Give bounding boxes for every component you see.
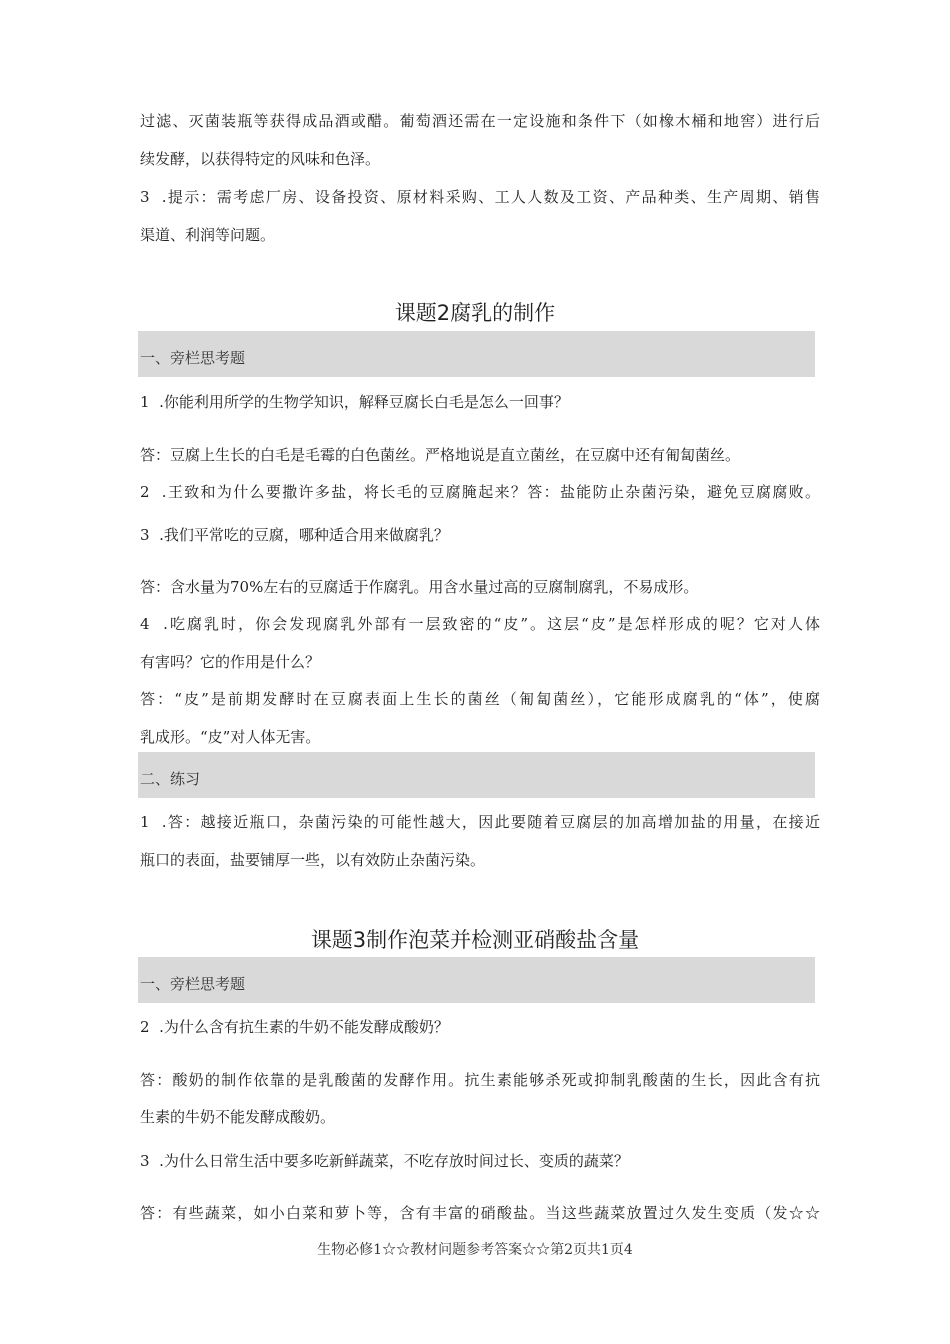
page-footer: 生物必修1☆☆教材问题参考答案☆☆第2页共1页4	[317, 1242, 633, 1258]
topic-2-question-1: 1 .你能利用所学的生物学知识，解释豆腐长白毛是怎么一回事？	[140, 393, 569, 411]
topic-2-question-3: 3 .我们平常吃的豆腐，哪种适合用来做腐乳？	[140, 526, 449, 544]
topic-2-section-1-label: 一、旁栏思考题	[140, 349, 246, 367]
topic-2-exercise-1-line-1: 1 .答：越接近瓶口，杂菌污染的可能性越大，因此要随着豆腐层的加高增加盐的用量，在接近	[140, 813, 820, 831]
topic-2-exercise-1-line-2: 瓶口的表面，盐要铺厚一些，以有效防止杂菌污染。	[140, 851, 486, 869]
topic-2-title: 课题2腐乳的制作	[394, 301, 556, 325]
topic-2-section-2-label: 二、练习	[140, 770, 201, 788]
topic-3-question-2: 2 .为什么含有抗生素的牛奶不能发酵成酸奶？	[140, 1018, 449, 1036]
topic-2-answer-1: 答：豆腐上生长的白毛是毛霉的白色菌丝。严格地说是直立菌丝，在豆腐中还有匍匐菌丝。	[140, 446, 741, 464]
topic-2-answer-4-line-1: 答：“皮”是前期发酵时在豆腐表面上生长的菌丝（匍匐菌丝），它能形成腐乳的“体”，使腐	[140, 690, 820, 708]
topic-2-question-2: 2 .王致和为什么要撒许多盐，将长毛的豆腐腌起来？答：盐能防止杂菌污染，避免豆腐腐败。	[140, 483, 820, 501]
topic-3-answer-3-line-1: 答：有些蔬菜，如小白菜和萝卜等，含有丰富的硝酸盐。当这些蔬菜放置过久发生变质（发☆☆	[140, 1204, 820, 1222]
topic-3-answer-2-line-2: 生素的牛奶不能发酵成酸奶。	[140, 1108, 336, 1126]
topic-2-answer-3: 答：含水量为70%左右的豆腐适于作腐乳。用含水量过高的豆腐制腐乳，不易成形。	[140, 578, 699, 596]
topic-2-section-2-band	[138, 752, 815, 798]
intro-item-3-line-2: 渠道、利润等问题。	[140, 226, 276, 244]
topic-2-answer-4-line-2: 乳成形。“皮”对人体无害。	[140, 728, 321, 746]
topic-3-title: 课题3制作泡菜并检测亚硝酸盐含量	[310, 928, 640, 952]
intro-item-3-line-1: 3 .提示：需考虑厂房、设备投资、原材料采购、工人人数及工资、产品种类、生产周期、销售	[140, 188, 820, 206]
topic-2-question-4-line-2: 有害吗？它的作用是什么？	[140, 653, 321, 671]
topic-3-answer-2-line-1: 答：酸奶的制作依靠的是乳酸菌的发酵作用。抗生素能够杀死或抑制乳酸菌的生长，因此含有抗	[140, 1071, 820, 1089]
topic-2-question-4-line-1: 4 .吃腐乳时，你会发现腐乳外部有一层致密的“皮”。这层“皮”是怎样形成的呢？它对人体	[140, 615, 820, 633]
intro-line-1: 过滤、灭菌装瓶等获得成品酒或醋。葡萄酒还需在一定设施和条件下（如橡木桶和地窖）进行后	[140, 112, 820, 130]
topic-3-section-1-label: 一、旁栏思考题	[140, 975, 246, 993]
topic-3-question-3: 3 .为什么日常生活中要多吃新鲜蔬菜，不吃存放时间过长、变质的蔬菜？	[140, 1152, 629, 1170]
intro-line-2: 续发酵，以获得特定的风味和色泽。	[140, 150, 381, 168]
